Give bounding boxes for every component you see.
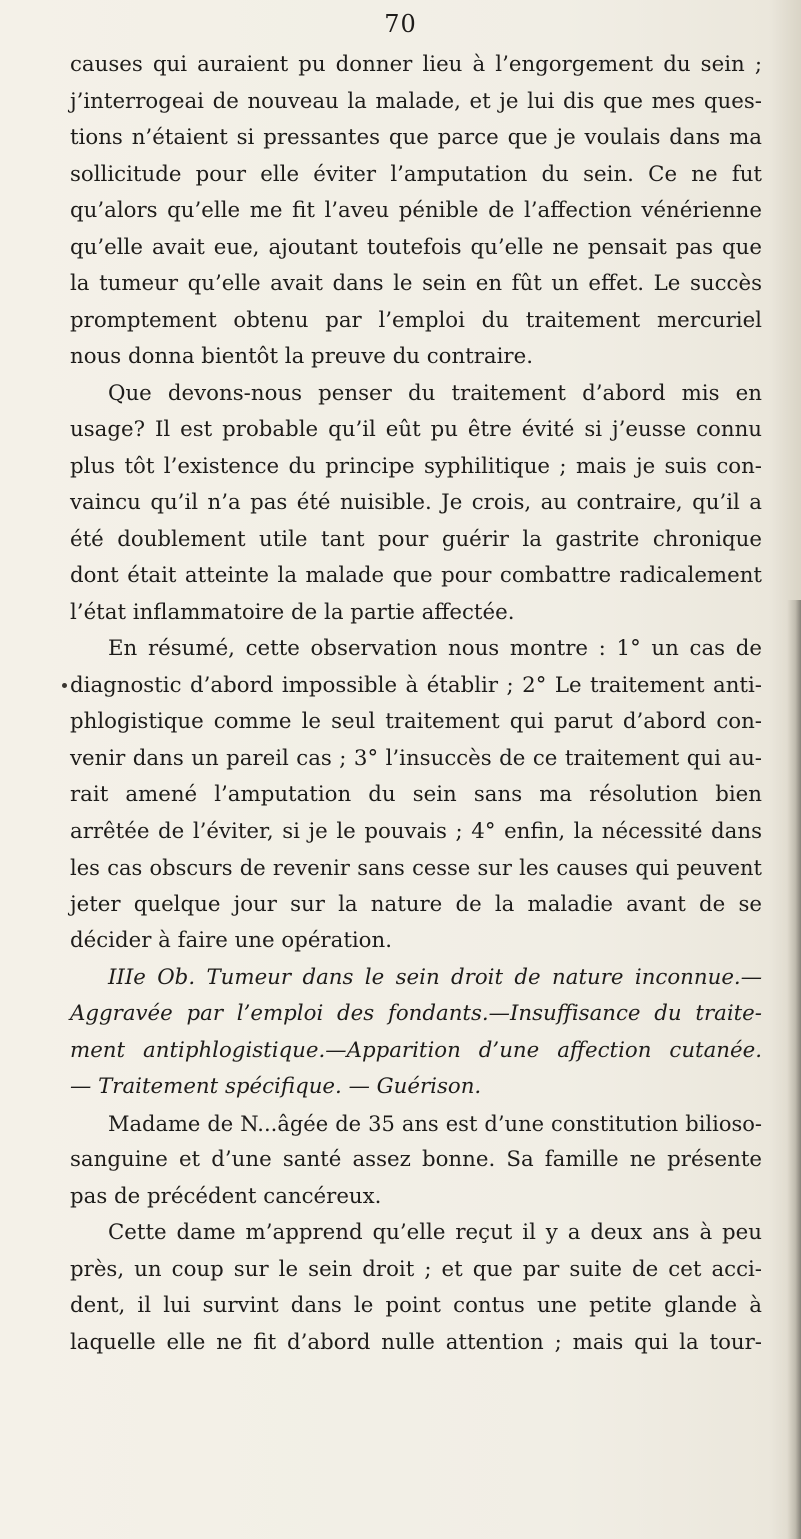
text-line: Cette dame m’apprend qu’elle reçut il y a deux ans à peu (108, 1220, 762, 1245)
text-line: IIIe Ob. Tumeur dans le sein droit de nature inconnue.— (108, 964, 762, 990)
text-line: promptement obtenu par l’emploi du traitement mercuriel (70, 307, 762, 333)
body-text (70, 47, 762, 1361)
text-line: nous donna bientôt la preuve du contraire. (70, 344, 533, 369)
text-line: — Traitement spécifique. — Guérison. (70, 1074, 482, 1099)
text-line: près, un coup sur le sein droit ; et que par suite de cet acci- (70, 1256, 762, 1282)
text-line: tions n’étaient si pressantes que parce que je voulais dans ma (70, 125, 762, 150)
text-line: j’interrogeai de nouveau la malade, et je lui dis que mes ques- (70, 88, 762, 114)
text-line: Que devons-nous penser du traitement d’abord mis en (108, 380, 762, 406)
text-line: laquelle elle ne fit d’abord nulle attention ; mais qui la tour- (70, 1329, 762, 1355)
text-line: arrêtée de l’éviter, si je le pouvais ; 4° enfin, la nécessité dans (70, 818, 762, 844)
text-line: sollicitude pour elle éviter l’amputation du sein. Ce ne fut (70, 161, 762, 187)
text-line: En résumé, cette observation nous montre : 1° un cas de (108, 636, 762, 661)
text-line: usage? Il est probable qu’il eût pu être évité si j’eusse connu (70, 417, 762, 442)
text-line: été doublement utile tant pour guérir la gastrite chronique (70, 526, 762, 552)
text-line: l’état inflammatoire de la partie affectée. (70, 599, 515, 625)
text-line: qu’alors qu’elle me fit l’aveu pénible de l’affection vénérienne (70, 198, 762, 223)
text-line: les cas obscurs de revenir sans cesse sur les causes qui peuvent (70, 856, 762, 880)
text-line: dont était atteinte la malade que pour combattre radicalement (70, 563, 762, 588)
text-line: Aggravée par l’emploi des fondants.—Insuffisance du traite- (70, 1001, 762, 1026)
text-line: plus tôt l’existence du principe syphilitique ; mais je suis con- (70, 453, 762, 479)
text-line: sanguine et d’une santé assez bonne. Sa famille ne présente (70, 1147, 762, 1172)
text-line: dent, il lui survint dans le point contus une petite glande à (70, 1293, 762, 1318)
text-line: vaincu qu’il n’a pas été nuisible. Je crois, au contraire, qu’il a (70, 490, 762, 515)
ink-speck (62, 683, 67, 688)
text-line: pas de précédent cancéreux. (70, 1183, 382, 1209)
text-line: jeter quelque jour sur la nature de la maladie avant de se (70, 891, 762, 917)
text-line: phlogistique comme le seul traitement qui parut d’abord con- (70, 709, 762, 734)
text-line: venir dans un pareil cas ; 3° l’insuccès de ce traitement qui au- (70, 745, 762, 771)
text-line: qu’elle avait eue, ajoutant toutefois qu’elle ne pensait pas que (70, 234, 762, 260)
text-line: ment antiphlogistique.—Apparition d’une affection cutanée. (70, 1037, 762, 1063)
page-number: 70 (384, 10, 417, 38)
text-line: diagnostic d’abord impossible à établir ; 2° Le traitement anti- (70, 672, 762, 698)
text-line: rait amené l’amputation du sein sans ma résolution bien (70, 782, 762, 807)
text-line: causes qui auraient pu donner lieu à l’engorgement du sein ; (70, 52, 762, 77)
page-edge-shadow (787, 600, 801, 1539)
text-line: Madame de N...âgée de 35 ans est d’une constitution bilioso- (108, 1111, 762, 1136)
text-line: décider à faire une opération. (70, 928, 392, 953)
text-line: la tumeur qu’elle avait dans le sein en fût un effet. Le succès (70, 271, 762, 296)
